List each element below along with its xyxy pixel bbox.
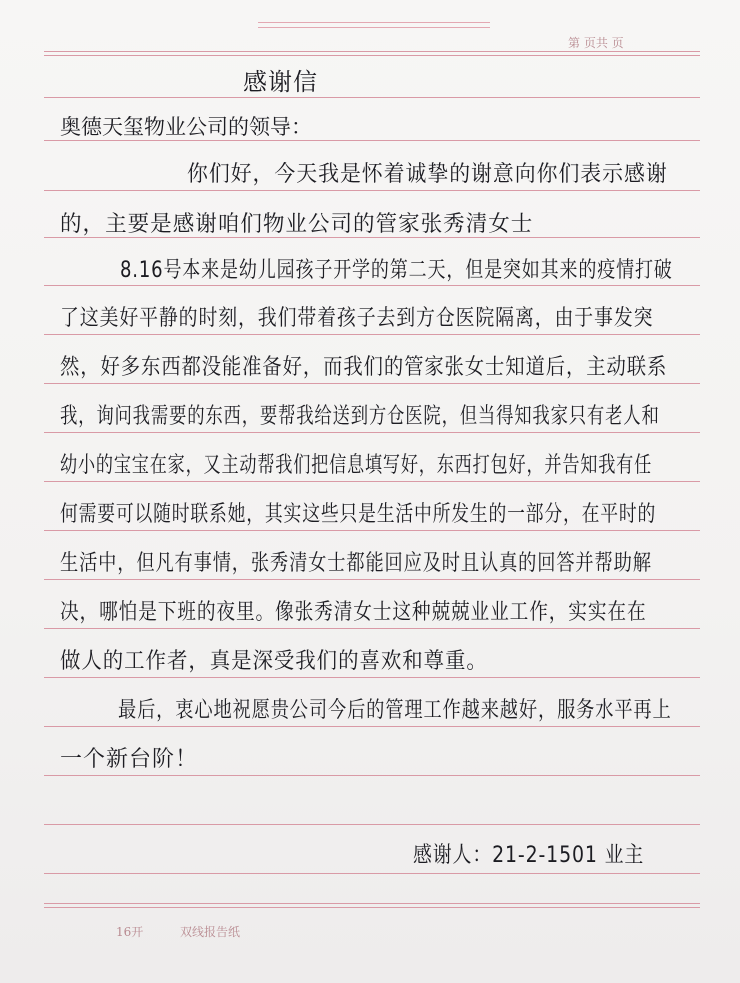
letter-line: 幼小的宝宝在家，又主动帮我们把信息填写好，东西打包好，并告知我有任 (60, 453, 653, 478)
ruled-line (44, 97, 700, 98)
letter-line: 最后，衷心地祝愿贵公司今后的管理工作越来越好，服务水平再上 (118, 698, 672, 723)
ruled-line (44, 907, 700, 908)
letter-line: 一个新台阶！ (60, 747, 199, 772)
header-rule (258, 22, 490, 23)
letter-title: 感谢信 (243, 68, 318, 96)
ruled-line (44, 726, 700, 727)
ruled-line (44, 775, 700, 776)
header-rule (258, 27, 490, 28)
letter-line: 8.16号本来是幼儿园孩子开学的第二天，但是突如其来的疫情打破 (120, 258, 673, 283)
ruled-line (44, 190, 700, 191)
ruled-line (44, 51, 700, 52)
ruled-line (44, 579, 700, 580)
letter-salutation: 奥德天玺物业公司的领导： (60, 115, 312, 139)
ruled-line (44, 383, 700, 384)
ruled-line (44, 530, 700, 531)
letter-signature: 感谢人：21-2-1501 业主 (413, 843, 645, 868)
letter-line: 决，哪怕是下班的夜里。像张秀清女士这种兢兢业业工作，实实在在 (60, 600, 647, 625)
letter-line: 你们好，今天我是怀着诚挚的谢意向你们表示感谢 (187, 162, 668, 187)
ruled-line (44, 481, 700, 482)
ruled-line (44, 628, 700, 629)
ruled-line (44, 334, 700, 335)
letter-line: 了这美好平静的时刻，我们带着孩子去到方仓医院隔离，由于事发突 (60, 306, 654, 331)
letter-line: 何需要可以随时联系她，其实这些只是生活中所发生的一部分，在平时的 (60, 502, 657, 527)
ruled-line (44, 677, 700, 678)
ruled-line (44, 55, 700, 56)
ruled-line (44, 285, 700, 286)
letter-line: 生活中，但凡有事情，张秀清女士都能回应及时且认真的回答并帮助解 (60, 551, 652, 576)
page-number-label: 第 页共 页 (568, 36, 624, 50)
paper-type-label: 双线报告纸 (180, 925, 241, 939)
paper-size-label: 16开 (116, 925, 144, 939)
letter-line: 做人的工作者，真是深受我们的喜欢和尊重。 (60, 649, 488, 674)
letter-line: 我，询问我需要的东西，要帮我给送到方仓医院，但当得知我家只有老人和 (60, 404, 660, 429)
ruled-line (44, 903, 700, 904)
letter-line: 然，好多东西都没能准备好，而我们的管家张女士知道后，主动联系 (60, 355, 668, 380)
letter-line: 的，主要是感谢咱们物业公司的管家张秀清女士 (60, 212, 534, 237)
ruled-line (44, 824, 700, 825)
ruled-line (44, 873, 700, 874)
ruled-line (44, 432, 700, 433)
